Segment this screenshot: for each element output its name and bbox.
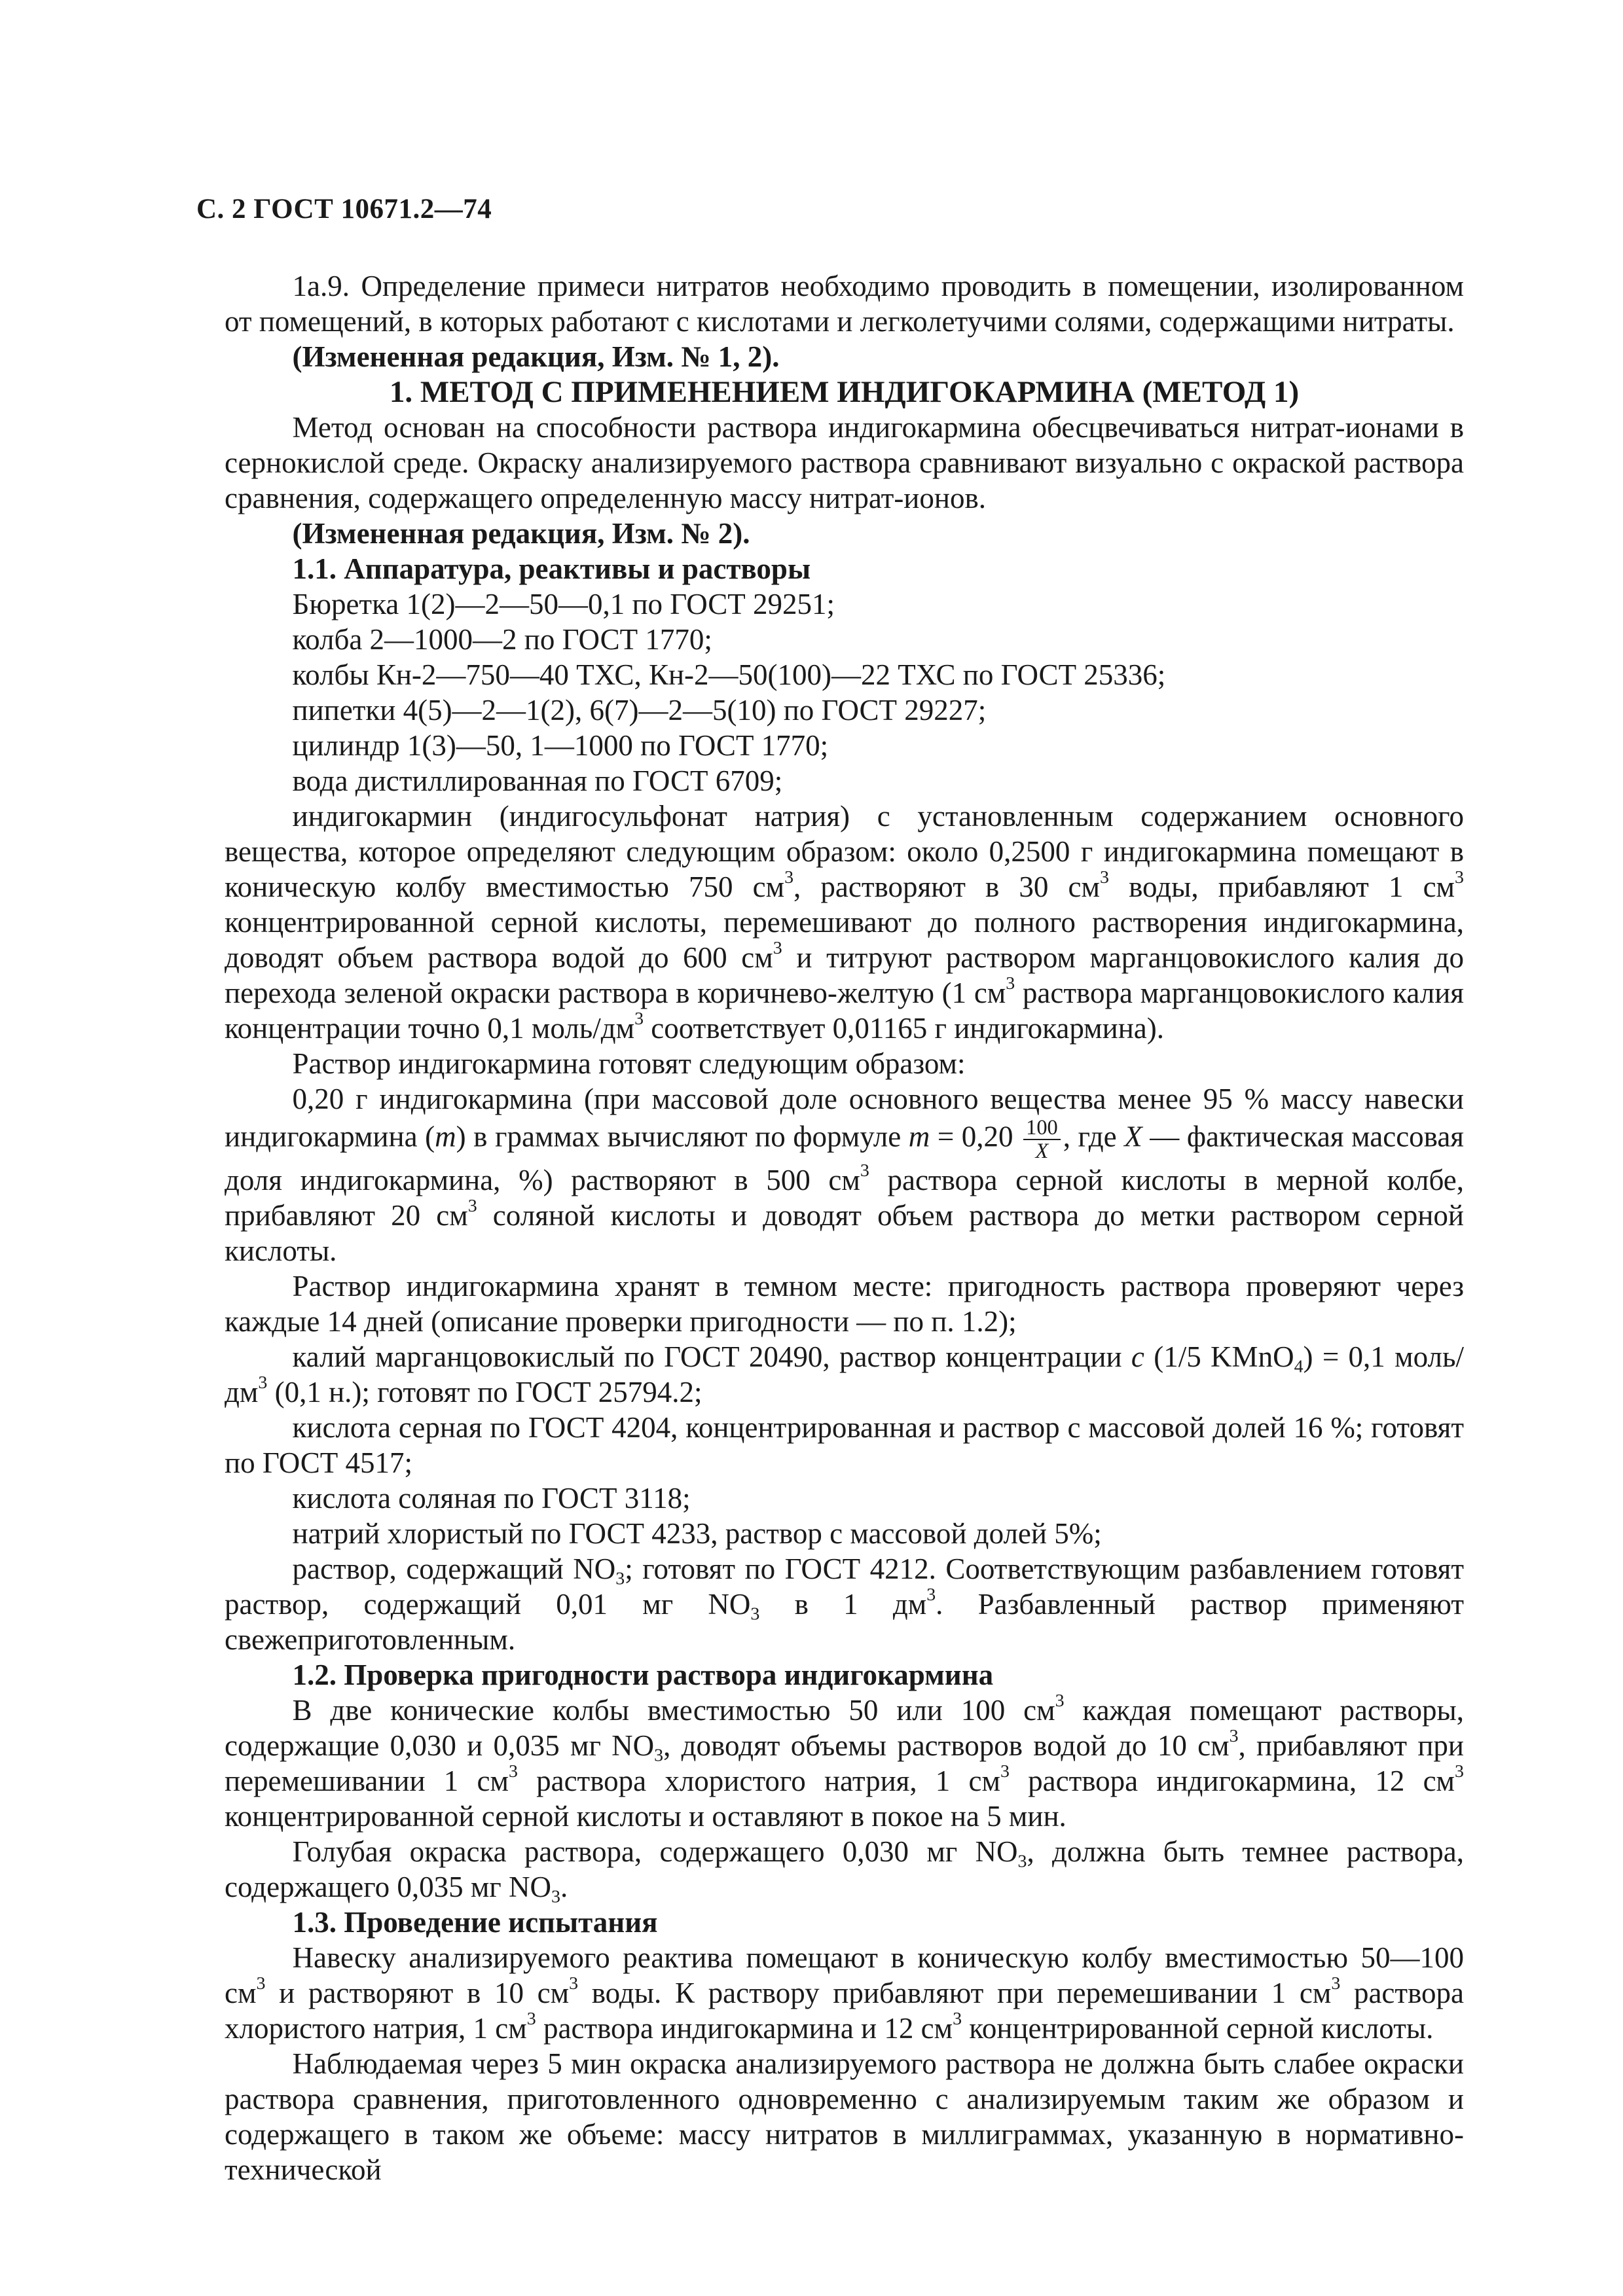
test-paragraph: Навеску анализируемого реактива помещают в коническую колбу вместимостью 50—100 $см^3$ и растворяют в 10 $см^3$ воды. К раствору прибавляют при перемешивании 1 $см^3$ раствора хлористого натрия, 1 $см^3$ раствора индигокармина и 12 $см^3$ концентрированной серной кислоты. <box>225 1941 1464 2045</box>
amendment-note-1: (Измененная редакция, Изм. № 1, 2). <box>292 340 780 373</box>
hcl-paragraph: кислота соляная по ГОСТ 3118; <box>292 1482 691 1515</box>
kmno4-paragraph: калий марганцовокислый по ГОСТ 20490, раствор концентрации c (1/5 KMnO$_4$) = 0,1 моль/$дм^3$ (0,1 н.); готовят по ГОСТ 25794.2; <box>225 1340 1465 1409</box>
list-item: колбы Кн-2—750—40 ТХС, Кн-2—50(100)—22 ТХС по ГОСТ 25336; <box>292 658 1166 691</box>
list-item: пипетки 4(5)—2—1(2), 6(7)—2—5(10) по ГОСТ 29227; <box>292 694 987 726</box>
nacl-paragraph: натрий хлористый по ГОСТ 4233, раствор с массовой долей 5%; <box>292 1517 1102 1551</box>
no3-paragraph: раствор, содержащий $NO_3$; готовят по ГОСТ 4212. Соответствующим разбавлением готовят раствор, содержащий 0,01 мг $NO_3$ в 1 $дм^3$. Разбавленный раствор применяют свежеприготовленным. <box>225 1552 1464 1657</box>
method-paragraph: Метод основан на способности раствора индигокармина обесцвечиваться нитрат-ионами в сернокислой среде. Окраску анализируемого раствора сравнивают визуально с окраской раствора сравнения, содержащего определенную массу нитрат-ионов. <box>225 411 1464 514</box>
list-item: Бюретка 1(2)—2—50—0,1 по ГОСТ 29251; <box>292 588 835 620</box>
formula-paragraph: 0,20 г индигокармина (при массовой доле основного вещества менее 95 % массу навески индигокармина (m) в граммах вычисляют по формуле m = 0,20 $\frac{100}{X}$ , где X — фактическая массовая доля индигокармина, %) растворяют в 500 $см^3$ раствора серной кислоты в мерной колбе, прибавляют 20 $см^3$ соляной кислоты и доводят объем раствора до метки раствором серной кислоты. <box>225 1083 1464 1268</box>
paragraph-1a9: 1а.9. Определение примеси нитратов необходимо проводить в помещении, изолированном от помещений, в которых работают с кислотами и легколетучими солями, содержащими нитраты. <box>225 270 1464 338</box>
section-title: 1. МЕТОД С ПРИМЕНЕНИЕМ ИНДИГОКАРМИНА (МЕТОД 1) <box>389 375 1300 409</box>
document-body <box>225 268 1464 2187</box>
h2so4-paragraph: кислота серная по ГОСТ 4204, концентрированная и раствор с массовой долей 16 %; готовят по ГОСТ 4517; <box>225 1411 1464 1480</box>
list-item: колба 2—1000—2 по ГОСТ 1770; <box>292 623 712 656</box>
list-item: цилиндр 1(3)—50, 1—1000 по ГОСТ 1770; <box>292 729 829 762</box>
blue-color-paragraph: Голубая окраска раствора, содержащего 0,030 мг $NO_3$, должна быть темнее раствора, содержащего 0,035 мг $NO_3$. <box>225 1835 1464 1907</box>
prep-paragraph: Раствор индигокармина готовят следующим образом: <box>292 1047 966 1080</box>
indigo-paragraph: индигокармин (индигосульфонат натрия) с установленным содержанием основного вещества, которое определяют следующим образом: около 0,2500 г индигокармина помещают в коническую колбу вместимостью 750 $см^3$, растворяют в 30 $см^3$ воды, прибавляют 1 $см^3$ концентрированной серной кислоты, перемешивают до полного растворения индигокармина, доводят объем раствора водой до 600 $см^3$ и титруют раствором марганцовокислого калия до перехода зеленой окраски раствора в коричнево-желтую (1 $см^3$ раствора марганцовокислого калия концентрации точно 0,1 моль/$дм^3$ соответствует 0,01165 г индигокармина). <box>225 800 1464 1045</box>
observation-paragraph: Наблюдаемая через 5 мин окраска анализируемого раствора не должна быть слабее окраски раствора сравнения, приготовленного одновременно с анализируемым таким же образом и содержащего в таком же объеме: массу нитратов в миллиграммах, указанную в нормативно-технической <box>225 2047 1464 2187</box>
subheading-1-2: 1.2. Проверка пригодности раствора индигокармина <box>292 1659 994 1692</box>
subheading-1-1: 1.1. Аппаратура, реактивы и растворы <box>292 552 811 585</box>
storage-paragraph: Раствор индигокармина хранят в темном месте: пригодность раствора проверяют через каждые 14 дней (описание проверки пригодности — по п. 1.2); <box>225 1270 1464 1338</box>
list-item: вода дистиллированная по ГОСТ 6709; <box>292 764 783 797</box>
check-paragraph: В две конические колбы вместимостью 50 или 100 $см^3$ каждая помещают растворы, содержащие 0,030 и 0,035 мг $NO_3$, доводят объемы растворов водой до 10 $см^3$, прибавляют при перемешивании 1 $см^3$ раствора хлористого натрия, 1 $см^3$ раствора индигокармина, 12 $см^3$ концентрированной серной кислоты и оставляют в покое на 5 мин. <box>225 1691 1464 1833</box>
subheading-1-3: 1.3. Проведение испытания <box>292 1906 658 1939</box>
page-header: С. 2 ГОСТ 10671.2—74 <box>196 194 492 224</box>
amendment-note-2: (Измененная редакция, Изм. № 2). <box>292 517 750 550</box>
formula-fraction: $\frac{100}{X}$ <box>1023 1117 1061 1162</box>
